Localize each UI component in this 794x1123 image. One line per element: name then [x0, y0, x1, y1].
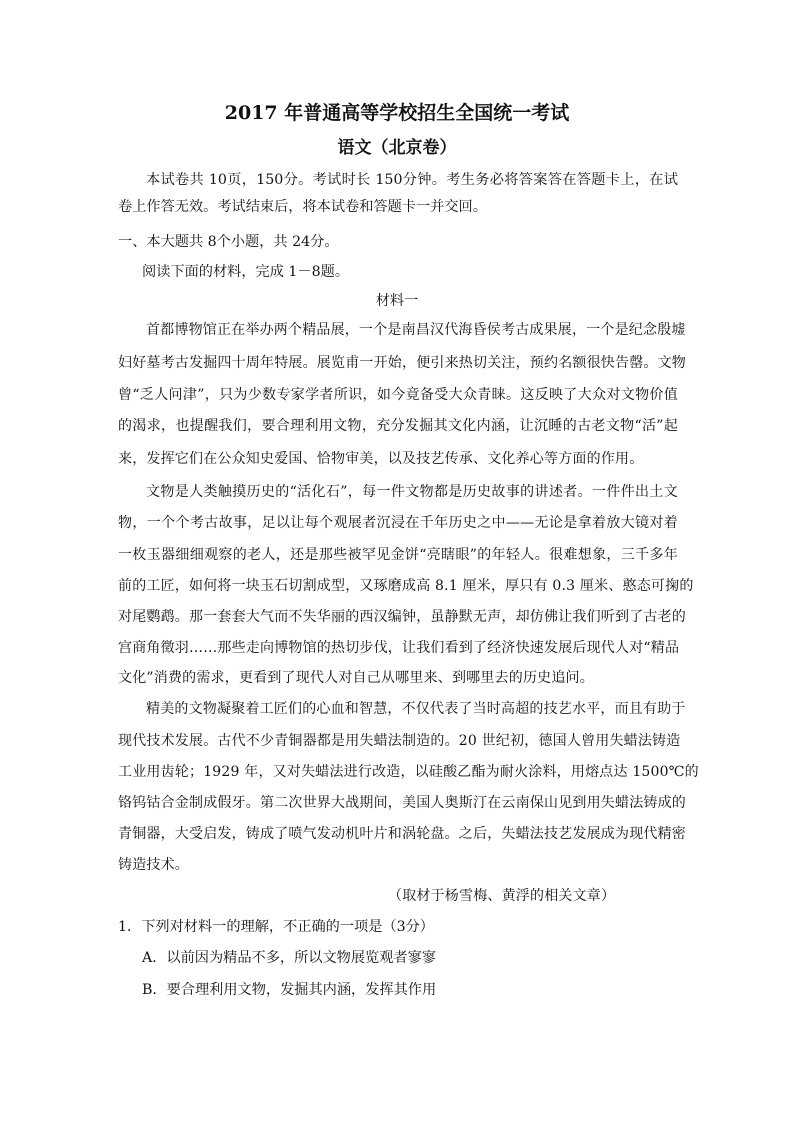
material-line: 对尾鹦鹉。那一套套大气而不失华丽的西汉编钟，虽静默无声，却仿佛让我们听到了古老的 [118, 609, 686, 625]
question-1-option-b: B．要合理利用文物，发掘其内涵，发挥其作用 [142, 982, 437, 998]
material-source: （取材于杨雪梅、黄浮的相关文章） [388, 888, 616, 904]
material-line: 文物是人类触摸历史的“活化石”，每一件文物都是历史故事的讲述者。一件件出土文 [146, 484, 678, 500]
material-line: 妇好墓考古发掘四十周年特展。展览甫一开始，便引来热切关注，预约名额很快告罄。文物 [118, 355, 686, 371]
material-line: 现代技术发展。古代不少青铜器都是用失蜡法制造的。20 世纪初，德国人曾用失蜡法铸造 [118, 733, 681, 749]
material-line: 工业用齿轮；1929 年，又对失蜡法进行改造，以硅酸乙酯为耐火涂料，用熔点达 1500℃的 [118, 764, 699, 780]
instruction-line-1: 本试卷共 10页，150分。考试时长 150分钟。考生务必将答案答在答题卡上，在试 [146, 172, 678, 188]
material-line: 青铜器，大受启发，铸成了喷气发动机叶片和涡轮盘。之后，失蜡法技艺发展成为现代精密 [118, 826, 686, 842]
section-heading: 一、本大题共 8个小题，共 24分。 [118, 234, 339, 250]
material-line: 首都博物馆正在举办两个精品展，一个是南昌汉代海昏侯考古成果展，一个是纪念殷墟 [146, 322, 686, 338]
material-line: 曾“乏人问津”，只为少数专家学者所识，如今竟备受大众青睐。这反映了大众对文物价值 [118, 387, 678, 403]
question-1-stem: 1．下列对材料一的理解，不正确的一项是（3分） [118, 919, 434, 935]
section-directive: 阅读下面的材料，完成 1－8题。 [142, 264, 350, 280]
material-line: 铬钨钴合金制成假牙。第二次世界大战期间，美国人奥斯汀在云南保山见到用失蜡法铸成的 [118, 795, 686, 811]
material-title: 材料一 [375, 293, 419, 309]
material-line: 精美的文物凝聚着工匠们的心血和智慧，不仅代表了当时高超的技艺水平，而且有助于 [146, 701, 686, 717]
material-line: 的渴求，也提醒我们，要合理利用文物，充分发掘其文化内涵，让沉睡的古老文物“活”起 [118, 418, 678, 434]
material-line: 铸造技术。 [118, 857, 189, 873]
material-line: 一枚玉器细细观察的老人，还是那些被罕见金饼“亮瞎眼”的年轻人。很难想象，三千多年 [118, 547, 678, 563]
question-1-option-a: A．以前因为精品不多，所以文物展览观者寥寥 [142, 950, 436, 966]
exam-title: 2017 年普通高等学校招生全国统一考试 [224, 102, 570, 124]
material-line: 物，一个个考古故事，足以让每个观展者沉浸在千年历史之中——无论是拿着放大镜对着 [118, 515, 678, 531]
exam-subtitle: 语文（北京卷） [337, 138, 457, 158]
instruction-line-2: 卷上作答无效。考试结束后，将本试卷和答题卡一并交回。 [118, 199, 487, 215]
material-line: 来，发挥它们在公众知史爱国、恰物审美，以及技艺传承、文化养心等方面的作用。 [118, 451, 644, 467]
material-line: 前的工匠，如何将一块玉石切割成型，又琢磨成高 8.1 厘米，厚只有 0.3 厘米、憨态可掬的 [118, 578, 694, 594]
material-line: 宫商角徵羽……那些走向博物馆的热切步伐，让我们看到了经济快速发展后现代人对“精品 [118, 640, 680, 656]
material-line: 文化”消费的需求，更看到了现代人对自己从哪里来、到哪里去的历史追问。 [118, 670, 594, 686]
